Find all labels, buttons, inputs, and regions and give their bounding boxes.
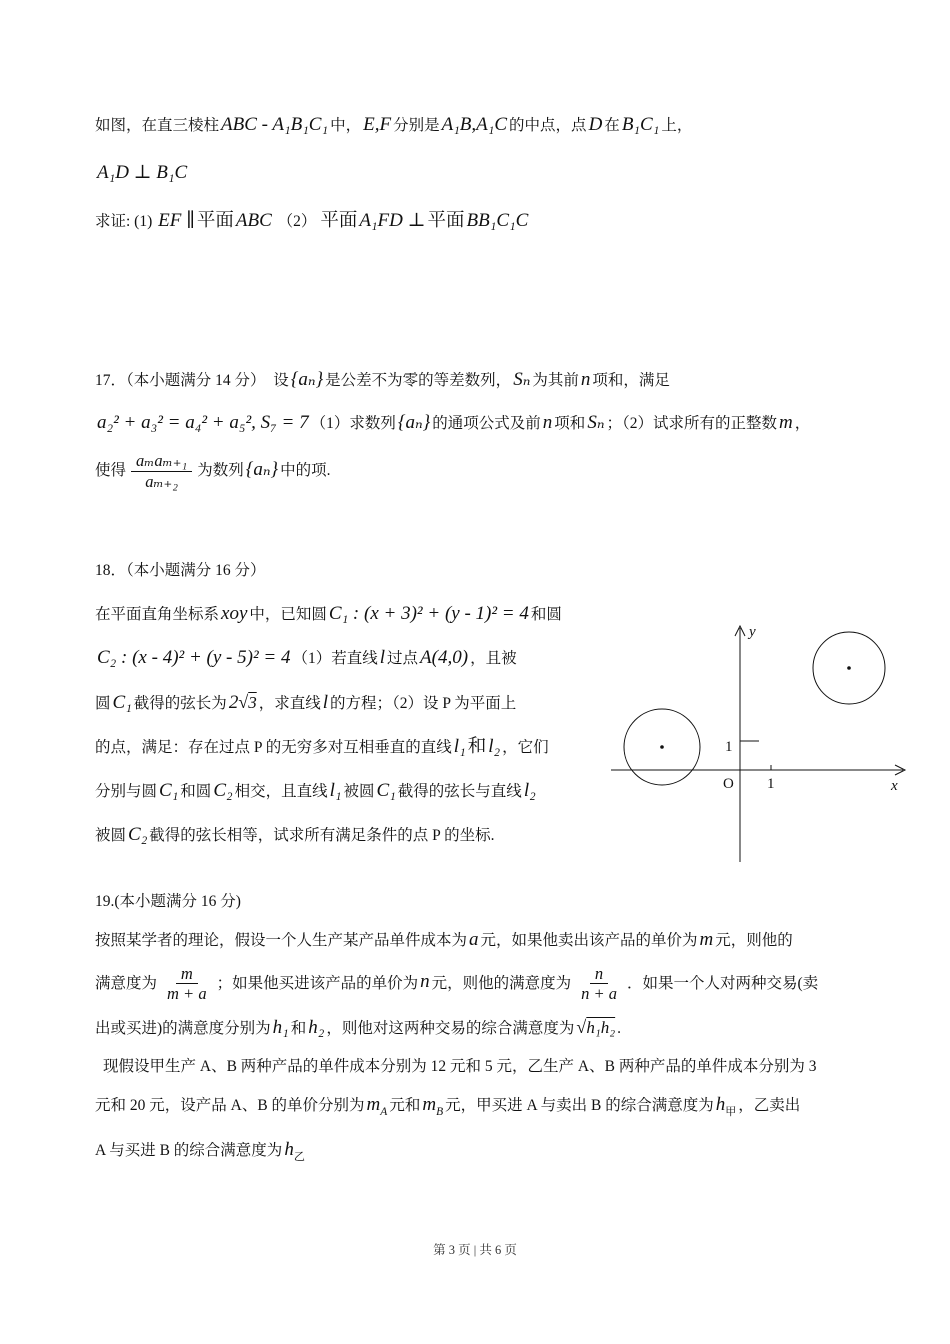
- math-text: h₂: [308, 1017, 325, 1039]
- zh-text: 上，: [661, 117, 693, 134]
- math-text: xoy: [221, 602, 248, 624]
- page-footer: 第 3 页 | 共 6 页: [433, 1243, 517, 1257]
- zh-text: ；如果他买进该产品的单价为: [216, 974, 419, 992]
- zh-text: A 与买进 B 的综合满意度为: [95, 1141, 283, 1159]
- zh-text: 的点，满足：存在过点 P 的无穷多对互相垂直的直线: [95, 738, 452, 756]
- q17-line-3: [95, 451, 855, 492]
- fraction-denominator: m + a: [167, 984, 207, 1004]
- zh-text: 中，: [330, 117, 362, 134]
- zh-text: 相交，且直线: [234, 782, 328, 800]
- sqrt-coefficient: 2: [228, 691, 239, 713]
- zh-text: 在平面直角坐标系: [95, 605, 220, 623]
- zh-text: 17．（本小题满分 14 分） 设: [95, 372, 289, 389]
- zh-text: 在: [604, 117, 620, 134]
- math-text: C₁: [376, 779, 396, 801]
- math-text: a₂² + a₃² = a₄² + a₅², S₇ = 7: [97, 412, 309, 433]
- q18-line-5: [95, 776, 640, 807]
- q18-line-6: [95, 820, 640, 851]
- zh-text: 为数列: [197, 461, 244, 479]
- radical-icon: √: [576, 1017, 587, 1038]
- zh-text: 为其前: [532, 372, 579, 389]
- math-text: l₁: [453, 735, 466, 757]
- math-subscript: A: [380, 1105, 388, 1118]
- math-text: a: [469, 928, 479, 950]
- q19-line-3: [95, 1012, 855, 1044]
- zh-text: 截得的弦长与直线: [397, 782, 522, 800]
- sqrt-radicand: 3: [248, 692, 257, 712]
- zh-text: 元和: [389, 1097, 421, 1115]
- math-text: A₁FD ⊥: [359, 210, 426, 231]
- radical-icon: √: [238, 691, 249, 712]
- math-text: ABC - A₁B₁C₁: [221, 114, 329, 135]
- math-text: m: [699, 928, 714, 950]
- math-text: m: [779, 412, 793, 433]
- math-subscript: 甲: [725, 1105, 737, 1118]
- zh-text: 项和: [554, 415, 586, 432]
- math-text: C₂: [128, 823, 148, 845]
- zh-text: ，它们: [502, 738, 549, 756]
- zh-text: 分别是: [393, 117, 440, 134]
- zh-text: ，乙卖出: [738, 1097, 801, 1115]
- math-text: l₁: [329, 779, 342, 801]
- circle-c1-center-dot: [660, 745, 664, 749]
- math-text: C₁: [159, 779, 179, 801]
- math-text: {aₙ}: [397, 412, 431, 433]
- zh-text: （2）: [277, 213, 317, 230]
- q19-line-6: [95, 1135, 855, 1172]
- zh-text: 元，则他的: [715, 931, 793, 949]
- math-text: {aₙ}: [290, 369, 324, 390]
- question-17-block: [95, 365, 855, 492]
- math-base: m: [422, 1094, 437, 1116]
- math-text: ABC: [235, 210, 272, 231]
- sqrt-radicand: h₁h₂: [586, 1018, 616, 1038]
- zh-text: 的中点，点: [509, 117, 587, 134]
- zh-text: 现假设甲生产 A、B 两种产品的单件成本分别为 12 元和 5 元，乙生产 A、B 两种产品的单件成本分别为 3: [103, 1058, 817, 1076]
- zh-text: ，且被: [470, 649, 517, 667]
- math-text: h₁: [272, 1017, 289, 1039]
- zh-text: 的方程；（2）设 P 为平面上: [330, 694, 517, 712]
- q19-line-1: [95, 925, 855, 956]
- math-text: n: [580, 369, 591, 390]
- math-text: l: [322, 691, 328, 713]
- q19-line-2: [95, 964, 855, 1005]
- coordinate-diagram-svg: [603, 618, 913, 876]
- math-text: C₁: [112, 691, 132, 713]
- math-text: A(4,0): [420, 646, 469, 668]
- zh-text: （1）求数列: [310, 415, 396, 432]
- math-text: Sₙ: [513, 369, 531, 390]
- math-text: [420, 1094, 445, 1118]
- zh-text: 和: [290, 1020, 307, 1038]
- q18-title: [95, 556, 640, 586]
- q16-line-2: [95, 158, 855, 189]
- zh-text: 元，甲买进 A 与卖出 B 的综合满意度为: [445, 1097, 714, 1115]
- fraction: [131, 451, 192, 492]
- math-text: A₁D ⊥ B₁C: [97, 162, 188, 183]
- zh-text: 平面: [196, 211, 234, 231]
- fraction-denominator: n + a: [581, 984, 617, 1004]
- y-tick-label: 1: [725, 738, 733, 755]
- math-text: n: [542, 412, 553, 433]
- zh-text: 被圆: [343, 782, 375, 800]
- q16-line-1: [95, 110, 855, 141]
- zh-text: 使得: [95, 461, 127, 479]
- math-text: l₂: [488, 735, 501, 757]
- question-19-block: [95, 887, 855, 1172]
- fraction-numerator: aₘaₘ₊₁: [131, 451, 192, 472]
- zh-text: 18．（本小题满分 16 分）: [95, 561, 266, 579]
- zh-text: 过点: [387, 649, 419, 667]
- zh-text: 中的项.: [280, 461, 331, 479]
- zh-text: 截得的弦长相等，试求所有满足条件的点 P 的坐标.: [149, 826, 495, 844]
- question-16-block: [95, 110, 855, 237]
- zh-text: ，求直线: [258, 694, 321, 712]
- zh-text: 被圆: [95, 826, 127, 844]
- math-text: C₂: [213, 779, 233, 801]
- q17-line-1: [95, 365, 855, 396]
- math-base: h: [715, 1094, 726, 1116]
- zh-text: 是公差不为零的等差数列，: [325, 372, 512, 389]
- zh-text: 圆: [95, 694, 111, 712]
- zh-text: 19.(本小题满分 16 分): [95, 892, 241, 910]
- fraction: [162, 964, 212, 1005]
- zh-text: 按照某学者的理论，假设一个人生产某产品单件成本为: [95, 931, 468, 949]
- math-text: [714, 1094, 739, 1118]
- zh-text: 和圆: [180, 782, 212, 800]
- math-text: A₁B,A₁C: [441, 114, 508, 135]
- zh-text: 满意度为: [95, 974, 158, 992]
- fraction: [576, 964, 622, 1005]
- math-text: BB₁C₁C: [466, 210, 529, 231]
- math-base: m: [366, 1094, 381, 1116]
- math-text: EF ∥: [158, 210, 195, 231]
- math-text: C₂ : (x - 4)² + (y - 5)² = 4: [97, 646, 291, 668]
- math-base: h: [284, 1138, 294, 1160]
- math-text: C₁ : (x + 3)² + (y - 1)² = 4: [328, 602, 529, 624]
- math-text: [282, 1138, 307, 1163]
- zh-text: 中，已知圆: [249, 605, 327, 623]
- x-tick-label: 1: [767, 775, 775, 792]
- fraction-numerator: m: [176, 964, 198, 985]
- math-text: n: [420, 971, 430, 993]
- sqrt-expression: [227, 692, 259, 713]
- zh-text: 分别与圆: [95, 782, 158, 800]
- sqrt-expression: [574, 1017, 617, 1038]
- y-axis-label: y: [749, 623, 756, 640]
- q18-line-3: [95, 687, 640, 719]
- zh-text: 元和 20 元，设产品 A、B 的单价分别为: [95, 1097, 365, 1115]
- math-text: D: [588, 114, 603, 135]
- zh-text: 求证: (1): [95, 213, 153, 230]
- zh-text: 如图，在直三棱柱: [95, 117, 220, 134]
- q18-line-1: [95, 599, 640, 630]
- question-18-block: [95, 556, 898, 851]
- math-text: Sₙ: [587, 412, 605, 433]
- math-text: E,F: [363, 114, 392, 135]
- zh-text: 平面: [427, 211, 465, 231]
- zh-text: 项和，满足: [592, 372, 670, 389]
- zh-text: 截得的弦长为: [133, 694, 227, 712]
- zh-text: 和: [467, 736, 487, 757]
- math-subscript: 乙: [293, 1150, 305, 1163]
- zh-text: ，: [794, 415, 811, 432]
- fraction-numerator: n: [590, 964, 608, 985]
- zh-text: 和圆: [530, 605, 562, 623]
- zh-text: （1）若直线: [292, 649, 378, 667]
- q18-line-4: [95, 732, 640, 763]
- math-subscript: B: [436, 1105, 444, 1118]
- zh-text: 元，如果他卖出该产品的单价为: [480, 931, 698, 949]
- zh-text: ，则他对这两种交易的综合满意度为: [326, 1020, 575, 1038]
- coordinate-diagram: [603, 618, 913, 876]
- zh-text: 平面: [320, 211, 358, 231]
- math-text: {aₙ}: [245, 458, 279, 480]
- q19-line-4: [95, 1052, 855, 1082]
- zh-text: ；（2）试求所有的正整数: [606, 415, 778, 432]
- origin-label: O: [723, 775, 734, 792]
- zh-text: 的通项公式及前: [432, 415, 541, 432]
- x-axis-label: x: [891, 777, 898, 794]
- q18-line-2: [95, 643, 640, 674]
- q16-line-3: [95, 206, 855, 237]
- q19-title: [95, 887, 855, 917]
- math-text: l₂: [523, 779, 536, 801]
- math-text: l: [379, 646, 386, 668]
- zh-text: ．如果一个人对两种交易(卖: [627, 974, 819, 992]
- q17-line-2: [95, 408, 855, 439]
- zh-text: .: [617, 1020, 622, 1038]
- math-text: [365, 1094, 390, 1118]
- q19-line-5: [95, 1090, 855, 1127]
- zh-text: 元，则他的满意度为: [431, 974, 572, 992]
- circle-c2-center-dot: [847, 666, 851, 670]
- zh-text: 出或买进)的满意度分别为: [95, 1020, 271, 1038]
- fraction-denominator: aₘ₊₂: [145, 471, 179, 491]
- math-text: B₁C₁: [621, 114, 660, 135]
